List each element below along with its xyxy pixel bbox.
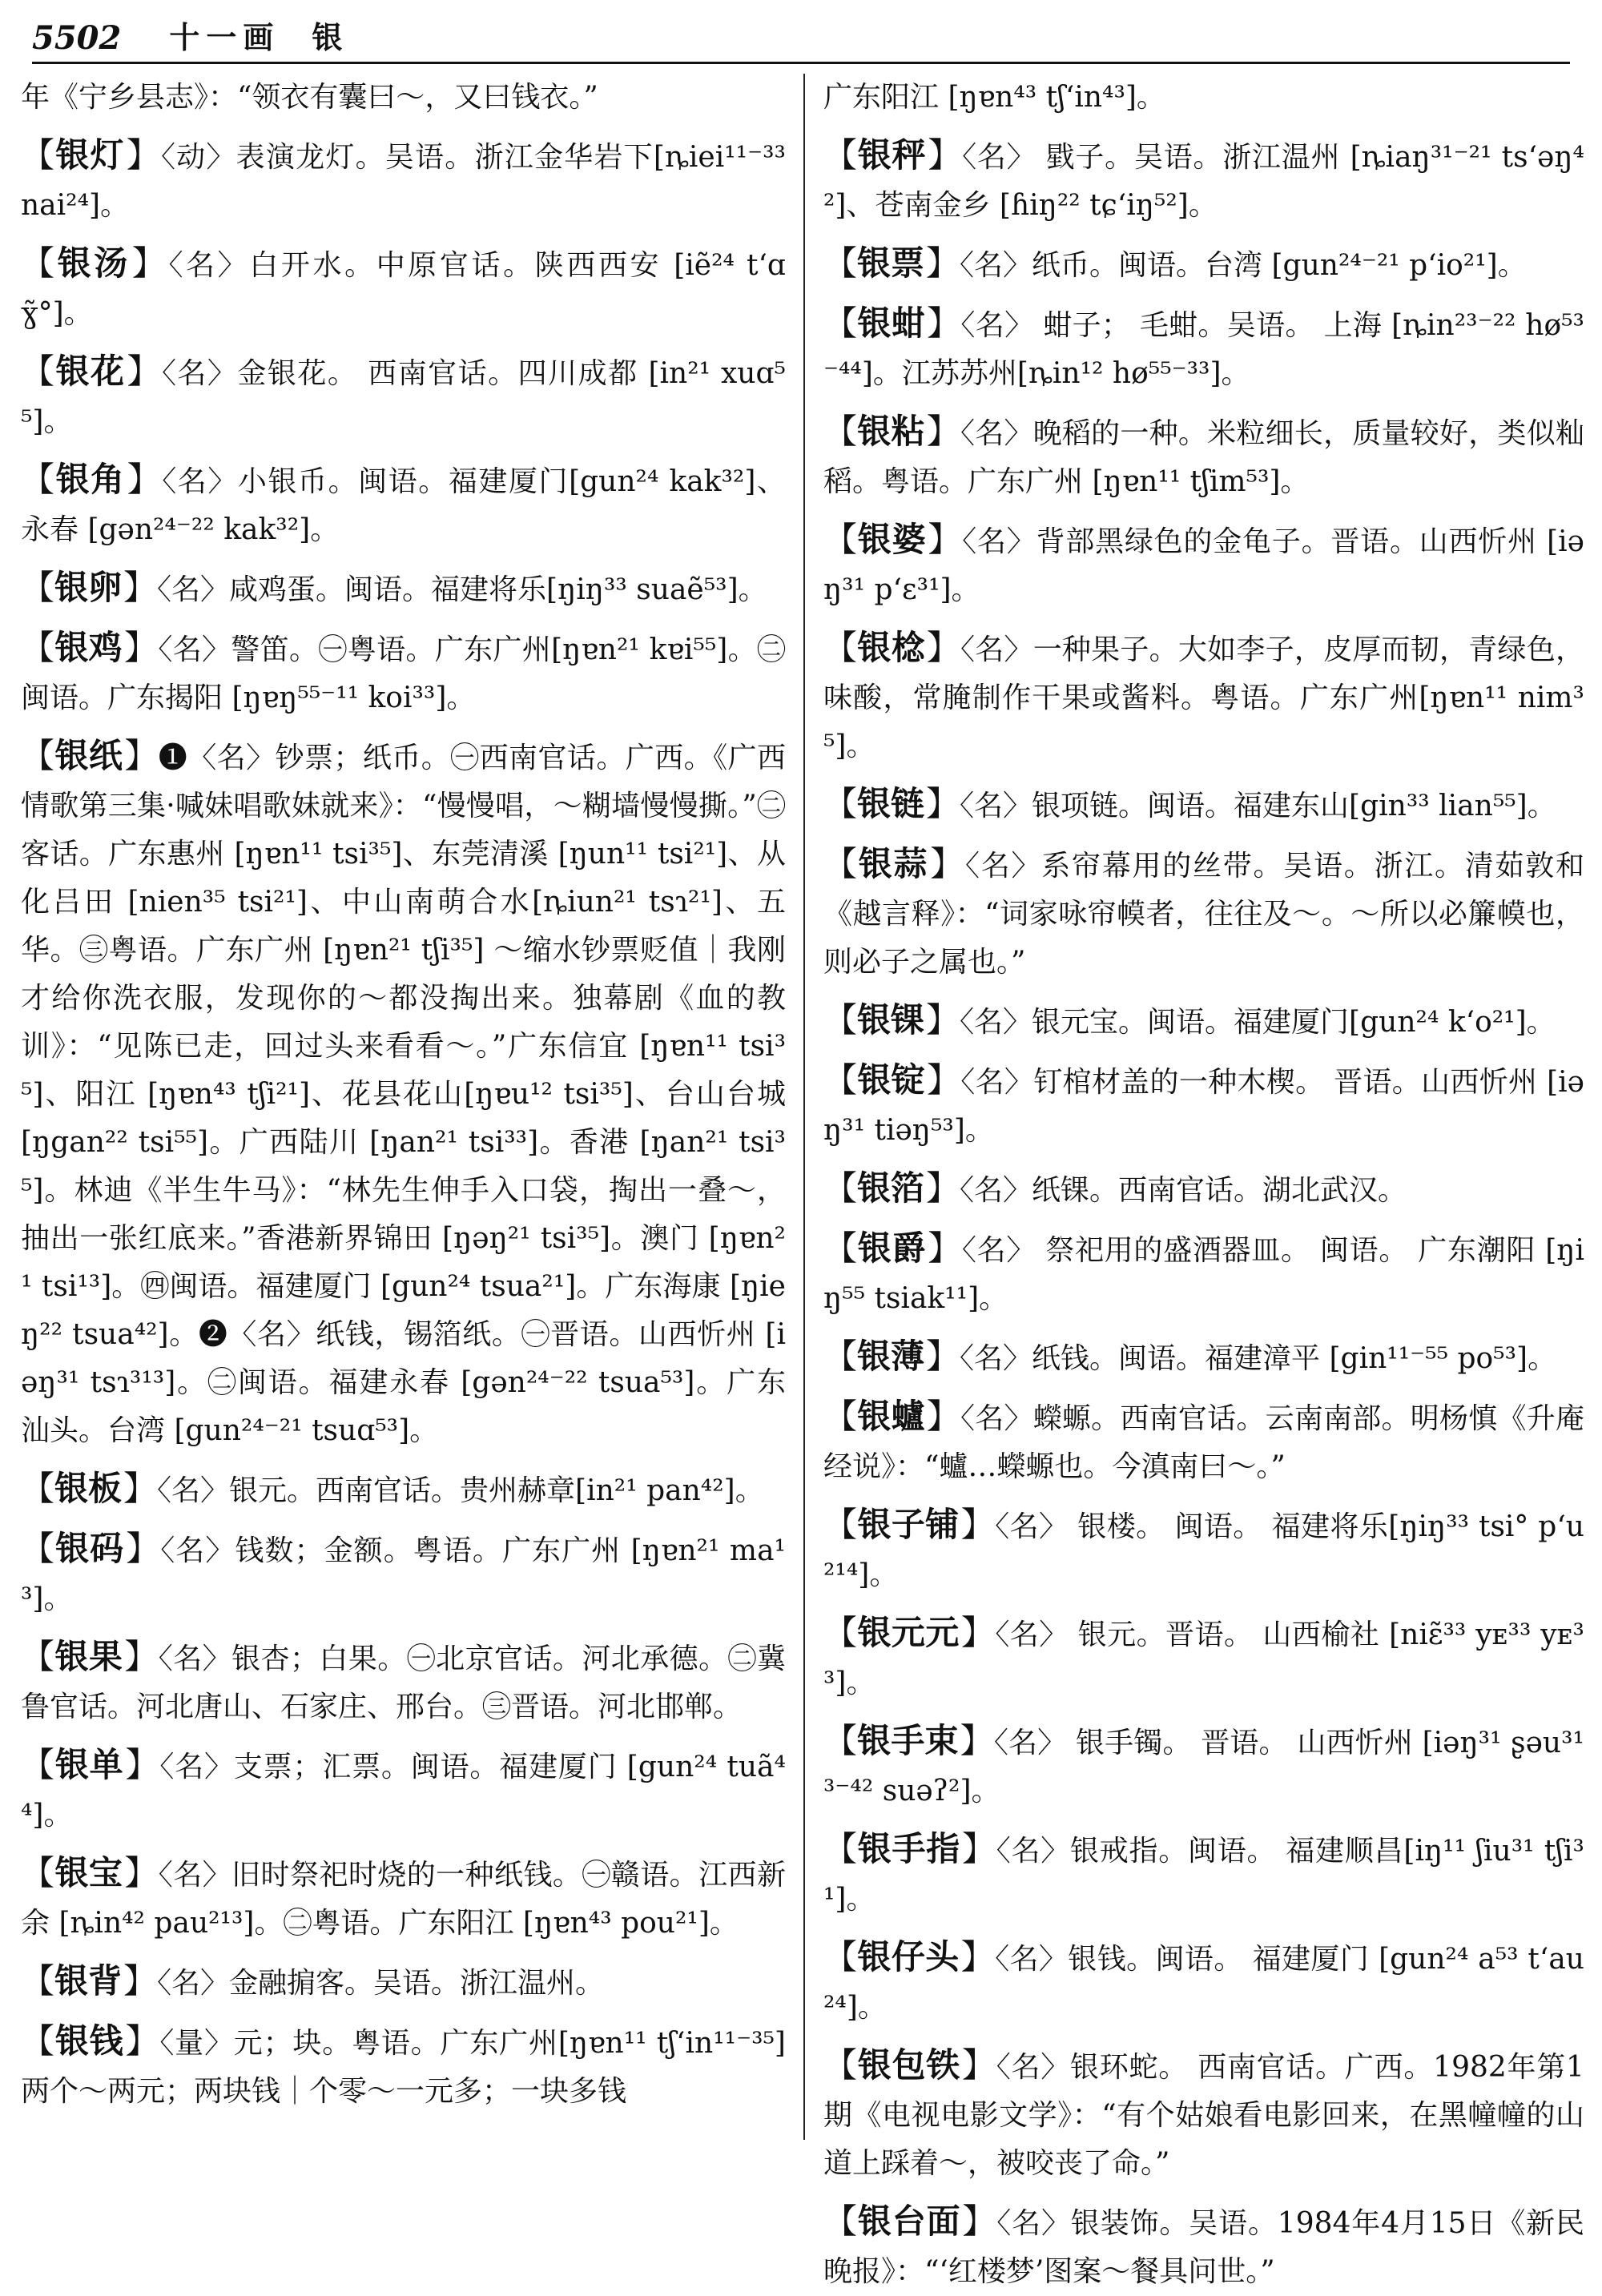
bracket-close: 】 bbox=[962, 1829, 996, 1868]
entry-headword: 银仔头 bbox=[857, 1937, 960, 1976]
entry-definition: 〈名〉银戒指。闽语。 福建顺昌[iŋ¹¹ ʃiu³¹ tʃi³¹]。 bbox=[823, 1835, 1584, 1916]
dictionary-entry bbox=[823, 408, 1584, 506]
bracket-close: 】 bbox=[930, 844, 965, 883]
bracket-close: 】 bbox=[960, 1721, 994, 1760]
bracket-close: 】 bbox=[926, 1168, 960, 1208]
entry-definition: 〈名〉晚稻的一种。米粒细长，质量较好，类似籼稻。粤语。广东广州 [ŋɐn¹¹ tʃim⁵³]。 bbox=[823, 417, 1584, 498]
dictionary-entry bbox=[21, 1849, 786, 1948]
left-entry-list bbox=[21, 131, 786, 2116]
bracket-open: 【 bbox=[823, 1937, 858, 1976]
column-divider bbox=[803, 74, 805, 2140]
bracket-open: 【 bbox=[823, 304, 858, 343]
bracket-close: 】 bbox=[926, 1000, 960, 1039]
dictionary-entry bbox=[823, 780, 1584, 830]
bracket-open: 【 bbox=[21, 736, 55, 775]
entry-headword: 银宝 bbox=[54, 1853, 123, 1892]
entry-definition: 〈名〉白开水。中原官话。陕西西安 [iẽ²⁴ t‘ɑɣ̃°]。 bbox=[21, 249, 786, 330]
bracket-open: 【 bbox=[823, 243, 858, 283]
bracket-open: 【 bbox=[21, 460, 56, 499]
dictionary-entry bbox=[823, 1933, 1584, 2032]
bracket-open: 【 bbox=[21, 352, 56, 391]
entry-headword: 银棯 bbox=[857, 628, 925, 667]
bracket-open: 【 bbox=[21, 243, 58, 283]
entry-headword: 银爵 bbox=[857, 1228, 927, 1268]
bracket-open: 【 bbox=[823, 1721, 858, 1760]
dictionary-entry bbox=[823, 1164, 1584, 1215]
bracket-close: 】 bbox=[926, 243, 960, 283]
entry-definition: 〈名〉警笛。㊀粤语。广东广州[ŋɐn²¹ kɐi⁵⁵]。㊁闽语。广东揭阳 [ŋɐŋ⁵⁵⁻¹¹ koi³³]。 bbox=[21, 633, 786, 714]
entry-headword: 银蚶 bbox=[857, 304, 926, 343]
bracket-close: 】 bbox=[131, 243, 169, 283]
entry-definition: 〈名〉金银花。 西南官话。四川成都 [in²¹ xuɑ⁵⁵]。 bbox=[21, 357, 786, 438]
bracket-close: 】 bbox=[960, 1505, 996, 1544]
bracket-open: 【 bbox=[21, 1961, 55, 2000]
bracket-open: 【 bbox=[823, 135, 858, 175]
entry-definition: 〈名〉 戥子。吴语。浙江温州 [ȵiaŋ³¹⁻²¹ ts‘əŋ⁴²]、苍南金乡 [ɦiŋ²² tɕ‘iŋ⁵²]。 bbox=[823, 141, 1584, 222]
entry-headword: 银汤 bbox=[57, 243, 131, 283]
entry-definition: 〈名〉系帘幕用的丝带。吴语。浙江。清茹敦和《越言释》：“词家咏帘幙者，往往及～。～所以必簾幙也，则必子之属也。” bbox=[823, 850, 1584, 979]
bracket-close: 】 bbox=[124, 1637, 159, 1676]
entry-headword: 银蒜 bbox=[858, 844, 929, 883]
dictionary-entry bbox=[823, 1717, 1584, 1815]
entry-definition: 〈名〉银装饰。吴语。1984年4月15日《新民晚报》：“‘红楼梦’图案～餐具问世。” bbox=[823, 2207, 1584, 2288]
entry-headword: 银粘 bbox=[857, 412, 925, 451]
entry-definition: 〈名〉钉棺材盖的一种木楔。 晋语。山西忻州 [iəŋ³¹ tiəŋ⁵³]。 bbox=[823, 1066, 1584, 1147]
dictionary-entry bbox=[21, 732, 786, 1455]
bracket-close: 】 bbox=[124, 736, 159, 775]
dictionary-entry bbox=[823, 2041, 1584, 2188]
bracket-close: 】 bbox=[928, 1228, 962, 1268]
bracket-close: 】 bbox=[960, 1613, 996, 1652]
dictionary-entry bbox=[823, 624, 1584, 770]
left-column bbox=[21, 74, 786, 2148]
bracket-close: 】 bbox=[125, 1745, 160, 1784]
entry-headword: 银单 bbox=[54, 1745, 124, 1784]
bracket-open: 【 bbox=[21, 1853, 55, 1892]
entry-headword: 银元元 bbox=[857, 1613, 960, 1652]
right-column bbox=[823, 74, 1584, 2288]
dictionary-entry bbox=[21, 2017, 786, 2116]
entry-headword: 银票 bbox=[857, 243, 925, 283]
entry-headword: 银链 bbox=[857, 784, 925, 823]
entry-headword: 银纸 bbox=[54, 736, 123, 775]
bracket-open: 【 bbox=[823, 1000, 858, 1039]
page-header bbox=[32, 14, 1570, 64]
bracket-close: 】 bbox=[928, 520, 963, 559]
bracket-open: 【 bbox=[21, 2021, 55, 2061]
bracket-close: 】 bbox=[123, 568, 158, 607]
bracket-open: 【 bbox=[21, 135, 56, 175]
entry-definition: 〈名〉银环蛇。 西南官话。广西。1982年第1期《电视电影文学》：“有个姑娘看电影回来，在黑幢幢的山道上踩着～，被咬丧了命。” bbox=[823, 2051, 1584, 2180]
dictionary-entry bbox=[823, 2197, 1584, 2296]
bracket-open: 【 bbox=[823, 2045, 858, 2085]
entry-headword: 银婆 bbox=[857, 520, 927, 559]
dictionary-entry bbox=[21, 131, 786, 230]
bracket-open: 【 bbox=[21, 628, 55, 667]
dictionary-entry bbox=[823, 1609, 1584, 1707]
bracket-close: 】 bbox=[962, 2045, 996, 2085]
bracket-open: 【 bbox=[823, 2202, 858, 2241]
entry-definition: 〈名〉纸币。闽语。台湾 [gun²⁴⁻²¹ p‘io²¹]。 bbox=[960, 249, 1527, 282]
dictionary-entry bbox=[823, 1224, 1584, 1323]
stroke-section: 十一画 bbox=[169, 19, 280, 55]
bracket-open: 【 bbox=[823, 784, 858, 823]
bracket-close: 】 bbox=[124, 1853, 159, 1892]
entry-headword: 银薄 bbox=[857, 1337, 925, 1376]
entry-headword: 银卵 bbox=[54, 568, 123, 607]
bracket-close: 】 bbox=[126, 1529, 161, 1568]
bracket-close: 】 bbox=[960, 1937, 996, 1976]
bracket-close: 】 bbox=[926, 628, 960, 667]
entry-headword: 银花 bbox=[55, 352, 126, 391]
entry-definition: 〈名〉银元宝。闽语。福建厦门[gun²⁴ k‘o²¹]。 bbox=[960, 1006, 1556, 1039]
dictionary-entry bbox=[21, 1741, 786, 1840]
bracket-close: 】 bbox=[926, 1337, 960, 1376]
entry-definition: 〈名〉咸鸡蛋。闽语。福建将乐[ŋiŋ³³ suaẽ⁵³]。 bbox=[157, 573, 767, 606]
bracket-open: 【 bbox=[21, 1637, 55, 1676]
entry-headword: 银背 bbox=[54, 1961, 123, 2000]
entry-headword: 银码 bbox=[55, 1529, 125, 1568]
dictionary-entry bbox=[823, 131, 1584, 230]
bracket-open: 【 bbox=[823, 1613, 858, 1652]
entry-definition: 〈名〉钱数；金额。粤语。广东广州 [ŋɐn²¹ ma¹³]。 bbox=[21, 1534, 786, 1615]
bracket-close: 】 bbox=[927, 304, 961, 343]
bracket-open: 【 bbox=[823, 1829, 858, 1868]
bracket-close: 】 bbox=[926, 412, 960, 451]
dictionary-entry bbox=[823, 1501, 1584, 1599]
entry-definition: 〈名〉蠑螈。西南官话。云南南部。明杨慎《升庵经说》：“蠦…蠑螈也。今滇南曰～。” bbox=[823, 1402, 1584, 1483]
bracket-close: 】 bbox=[928, 135, 963, 175]
bracket-open: 【 bbox=[823, 1060, 858, 1100]
entry-headword: 银板 bbox=[54, 1469, 123, 1508]
right-continuation-text: 广东阳江 [ŋɐn⁴³ tʃ‘in⁴³]。 bbox=[823, 81, 1165, 114]
entry-definition: 〈名〉银杏；白果。㊀北京官话。河北承德。㊁冀鲁官话。河北唐山、石家庄、邢台。㊂晋语。河北邯郸。 bbox=[21, 1643, 786, 1723]
dictionary-entry bbox=[823, 1056, 1584, 1155]
page-number: 5502 bbox=[32, 19, 122, 57]
entry-headword: 银果 bbox=[54, 1637, 123, 1676]
bracket-close: 】 bbox=[127, 460, 163, 499]
entry-definition: 〈名〉金融掮客。吴语。浙江温州。 bbox=[157, 1967, 605, 2000]
right-entry-list bbox=[823, 131, 1584, 2296]
dictionary-entry bbox=[823, 1393, 1584, 1491]
entry-definition: 〈动〉表演龙灯。吴语。浙江金华岩下[ȵiei¹¹⁻³³ nai²⁴]。 bbox=[21, 141, 786, 222]
entry-headword: 银蠦 bbox=[857, 1397, 925, 1436]
dictionary-entry bbox=[823, 996, 1584, 1047]
bracket-open: 【 bbox=[823, 412, 858, 451]
entry-definition: 〈名〉一种果子。大如李子，皮厚而韧，青绿色，味酸，常腌制作干果或酱料。粤语。广东广州[ŋɐn¹¹ nim³⁵]。 bbox=[823, 633, 1584, 762]
entry-headword: 银鸡 bbox=[54, 628, 123, 667]
bracket-close: 】 bbox=[926, 1397, 960, 1436]
bracket-open: 【 bbox=[823, 1397, 858, 1436]
dictionary-entry bbox=[823, 1825, 1584, 1924]
entry-definition: 〈名〉银项链。闽语。福建东山[gin³³ lian⁵⁵]。 bbox=[960, 790, 1556, 822]
entry-definition: 〈名〉 祭祀用的盛酒器皿。 闽语。 广东潮阳 [ŋiŋ⁵⁵ tsiak¹¹]。 bbox=[823, 1234, 1584, 1315]
bracket-open: 【 bbox=[823, 844, 859, 883]
bracket-open: 【 bbox=[823, 520, 858, 559]
dictionary-entry bbox=[823, 1333, 1584, 1383]
entry-headword: 银秤 bbox=[857, 135, 927, 175]
entry-headword: 银手指 bbox=[857, 1829, 960, 1868]
bracket-close: 】 bbox=[125, 2021, 160, 2061]
entry-definition: 〈名〉小银币。闽语。福建厦门[gun²⁴ kak³²]、永春 [gən²⁴⁻²² kak³²]。 bbox=[21, 465, 786, 546]
bracket-open: 【 bbox=[823, 1505, 858, 1544]
entry-headword: 银箔 bbox=[857, 1168, 925, 1208]
entry-definition: 〈名〉纸钱。闽语。福建漳平 [gin¹¹⁻⁵⁵ po⁵³]。 bbox=[960, 1342, 1557, 1375]
bracket-close: 】 bbox=[126, 135, 161, 175]
entry-headword: 银角 bbox=[55, 460, 126, 499]
bracket-close: 】 bbox=[962, 2202, 997, 2241]
entry-definition: 〈名〉银钱。闽语。 福建厦门 [gun²⁴ a⁵³ t‘au²⁴]。 bbox=[823, 1943, 1584, 2024]
entry-definition: 〈名〉旧时祭祀时烧的一种纸钱。㊀赣语。江西新余 [ȵin⁴² pau²¹³]。㊁粤语。广东阳江 [ŋɐn⁴³ pou²¹]。 bbox=[21, 1859, 786, 1940]
entry-definition: 〈名〉支票；汇票。闽语。福建厦门 [gun²⁴ tuã⁴⁴]。 bbox=[21, 1751, 786, 1832]
entry-definition: 〈名〉背部黑绿色的金龟子。晋语。山西忻州 [iəŋ³¹ p‘ɛ³¹]。 bbox=[823, 525, 1584, 606]
entry-definition: 〈名〉 银楼。 闽语。 福建将乐[ŋiŋ³³ tsi° p‘u²¹⁴]。 bbox=[823, 1510, 1584, 1591]
entry-headword: 银钱 bbox=[54, 2021, 124, 2061]
bracket-close: 】 bbox=[123, 1469, 158, 1508]
dictionary-entry bbox=[21, 348, 786, 446]
bracket-open: 【 bbox=[823, 628, 858, 667]
entry-definition: 〈名〉银元。西南官话。贵州赫章[in²¹ pan⁴²]。 bbox=[157, 1474, 764, 1507]
bracket-open: 【 bbox=[21, 1529, 56, 1568]
dictionary-entry bbox=[21, 1957, 786, 2008]
entry-headword: 银锞 bbox=[857, 1000, 925, 1039]
dictionary-entry bbox=[823, 516, 1584, 614]
entry-definition: 〈量〉元；块。粤语。广东广州[ŋɐn¹¹ tʃ‘in¹¹⁻³⁵] 两个～两元；两块钱｜个零～一元多；一块多钱 bbox=[21, 2027, 786, 2108]
entry-definition: 〈名〉 蚶子； 毛蚶。吴语。 上海 [ȵin²³⁻²² hø⁵³⁻⁴⁴]。江苏苏州[ȵin¹² hø⁵⁵⁻³³]。 bbox=[823, 309, 1584, 390]
dictionary-entry bbox=[21, 624, 786, 722]
dictionary-entry bbox=[823, 300, 1584, 398]
entry-definition: 〈名〉 银元。晋语。 山西榆社 [niɛ̃³³ yᴇ³³ yᴇ³³]。 bbox=[823, 1618, 1584, 1699]
entry-headword: 银手束 bbox=[857, 1721, 959, 1760]
entry-headword: 银子铺 bbox=[857, 1505, 960, 1544]
bracket-close: 】 bbox=[124, 628, 159, 667]
head-character: 银 bbox=[312, 19, 343, 55]
continuation-text: 年《宁乡县志》：“领衣有囊曰～，又曰钱衣。” bbox=[21, 81, 598, 114]
bracket-open: 【 bbox=[21, 1745, 55, 1784]
bracket-open: 【 bbox=[21, 1469, 55, 1508]
bracket-close: 】 bbox=[127, 352, 162, 391]
bracket-close: 】 bbox=[926, 784, 960, 823]
entry-headword: 银台面 bbox=[857, 2202, 961, 2241]
dictionary-entry bbox=[21, 564, 786, 614]
bracket-open: 【 bbox=[823, 1228, 858, 1268]
dictionary-entry bbox=[21, 456, 786, 554]
dictionary-entry bbox=[21, 1633, 786, 1731]
entry-headword: 银锭 bbox=[857, 1060, 925, 1100]
bracket-open: 【 bbox=[21, 568, 55, 607]
dictionary-entry bbox=[21, 239, 786, 338]
dictionary-entry bbox=[21, 1525, 786, 1623]
entry-definition: 〈名〉 银手镯。 晋语。 山西忻州 [iəŋ³¹ ʂəu³¹³⁻⁴² suəʔ²]。 bbox=[823, 1727, 1584, 1807]
entry-definition: ❶〈名〉钞票；纸币。㊀西南官话。广西。《广西情歌第三集·喊妹唱歌妹就来》：“慢慢唱，～糊墙慢慢撕。”㊁客话。广东惠州 [ŋɐn¹¹ tsi³⁵]、东莞清溪 [ŋun¹¹ tsi²¹]、从化吕田 [nien³⁵ tsi²¹]、中山南萌合水[ȵiun²¹ tsɿ²¹]、五华。㊂粤语。广东广州 [ŋɐn²¹ tʃi³⁵] ～缩水钞票贬值｜我刚才给你洗衣服，发现你的～都没掏出来。独幕剧《血的教训》：“见陈已走，回过头来看看～。”广东信宜 [ŋɐn¹¹ tsi³⁵]、阳江 [ŋɐn⁴³ tʃi²¹]、花县花山[ŋɐu¹² tsi³⁵]、台山台城 [ŋgan²² tsi⁵⁵]。广西陆川 [ŋan²¹ tsi³³]。香港 [ŋan²¹ tsi³⁵]。林迪《半生牛马》：“林先生伸手入口袋，掏出一叠～，抽出一张红底来。”香港新界锦田 [ŋəŋ²¹ tsi³⁵]。澳门 [ŋɐn²¹ tsi¹³]。㊃闽语。福建厦门 [gun²⁴ tsua²¹]。广东海康 [ŋieŋ²² tsua⁴²]。❷〈名〉纸钱，锡箔纸。㊀晋语。山西忻州 [iəŋ³¹ tsɿ³¹³]。㊁闽语。福建永春 [gən²⁴⁻²² tsua⁵³]。广东汕头。台湾 [gun²⁴⁻²¹ tsuɑ⁵³]。 bbox=[21, 742, 786, 1447]
dictionary-entry bbox=[823, 239, 1584, 290]
bracket-open: 【 bbox=[823, 1337, 858, 1376]
entry-headword: 银包铁 bbox=[857, 2045, 960, 2085]
entry-definition: 〈名〉纸锞。西南官话。湖北武汉。 bbox=[960, 1174, 1407, 1207]
dictionary-entry bbox=[21, 1465, 786, 1515]
bracket-open: 【 bbox=[823, 1168, 858, 1208]
bracket-close: 】 bbox=[926, 1060, 961, 1100]
dictionary-entry bbox=[823, 840, 1584, 987]
bracket-close: 】 bbox=[123, 1961, 158, 2000]
entry-headword: 银灯 bbox=[55, 135, 125, 175]
